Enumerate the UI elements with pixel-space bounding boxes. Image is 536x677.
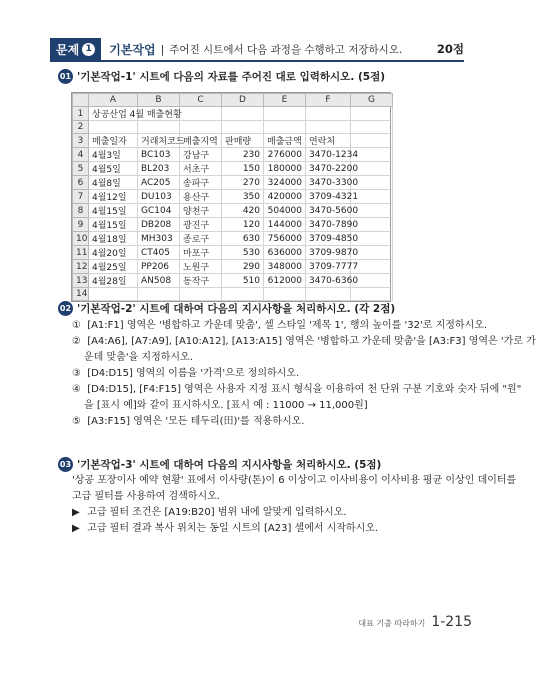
sheet-cell: 노원구 [180,260,222,274]
sheet-cell [351,288,393,301]
spreadsheet-table [72,93,393,301]
sheet-cell [89,121,138,134]
instruction-marker: ② [72,336,81,347]
instruction-text: '상공 포장이사 예약 현황' 표에서 이사량(톤)이 6 이상이고 이사비용이 이사비용 평균 이상인 데이터를 [72,475,517,486]
sheet-cell: 150 [222,162,264,176]
sheet-cell [180,107,222,121]
instruction-text: 고급 필터를 사용하여 검색하시오. [72,491,220,502]
question-2-title: '기본작업-2' 시트에 대하여 다음의 지시사항을 처리하시오. (각 2점) [77,303,396,315]
sheet-cell [306,107,351,121]
row-number: 13 [73,274,89,288]
sheet-row [73,274,393,288]
sheet-cell [180,288,222,301]
row-number: 11 [73,246,89,260]
sheet-cell: 매출금액 [264,134,306,148]
header-separator: | [160,42,165,56]
sheet-cell: 4월15일 [89,204,138,218]
sheet-cell: 매출일자 [89,134,138,148]
sheet-cell: 4월20일 [89,246,138,260]
sheet-cell: 4월8일 [89,176,138,190]
question-3-number: 03 [58,457,73,472]
sheet-cell: 120 [222,218,264,232]
sheet-cell: 636000 [264,246,306,260]
sheet-row [73,162,393,176]
sheet-cell: 270 [222,176,264,190]
instruction-text: [D4:D15], [F4:F15] 영역은 사용자 지정 표시 형식을 이용하여 천 단위 구분 기호와 숫자 뒤에 "원" [87,384,522,395]
sheet-cell: 612000 [264,274,306,288]
question-3-heading [58,457,381,472]
sheet-cell [222,107,264,121]
instruction-text: [A4:A6], [A7:A9], [A10:A12], [A13:A15] 영역은 '병합하고 가운데 맞춤'을 [A3:F3] 영역은 '가로 가 [87,336,536,347]
row-number: 1 [73,107,89,121]
sheet-cell [351,107,393,121]
sheet-row [73,232,393,246]
sheet-row [73,246,393,260]
instruction-marker: ⑤ [72,416,81,427]
instruction-text: [D4:D15] 영역의 이름을 '가격'으로 정의하시오. [87,368,300,379]
sheet-cell: 양천구 [180,204,222,218]
instruction-line [72,521,472,537]
sheet-cell: 276000 [264,148,306,162]
sheet-cell: AC205 [138,176,180,190]
sheet-cell [222,288,264,301]
sheet-cell: 420000 [264,190,306,204]
row-number: 7 [73,190,89,204]
instruction-text: 고급 필터 조건은 [A19:B20] 범위 내에 알맞게 입력하시오. [87,507,347,518]
instruction-text: 운데 맞춤'을 지정하시오. [84,352,193,363]
sheet-cell: 송파구 [180,176,222,190]
sheet-cell [264,121,306,134]
sheet-cell: PP206 [138,260,180,274]
sheet-cell [138,288,180,301]
sheet-cell: 324000 [264,176,306,190]
page-footer [358,614,472,630]
sheet-cell: 광진구 [180,218,222,232]
column-header: G [351,94,393,107]
sheet-cell: CT405 [138,246,180,260]
sheet-cell: MH303 [138,232,180,246]
sheet-row [73,260,393,274]
row-number: 3 [73,134,89,148]
problem-header [50,38,464,62]
sheet-cell [264,107,306,121]
row-number: 10 [73,232,89,246]
sheet-cell [89,288,138,301]
instruction-marker: ③ [72,368,81,379]
sheet-row [73,204,393,218]
sheet-cell: 종로구 [180,232,222,246]
sheet-cell: 756000 [264,232,306,246]
column-header: B [138,94,180,107]
instruction-line [72,505,472,521]
instruction-marker: ① [72,320,81,331]
sheet-cell: 350 [222,190,264,204]
question-1-title: '기본작업-1' 시트에 다음의 자료를 주어진 대로 입력하시오. (5점) [77,71,386,83]
instruction-line [72,489,472,505]
sheet-cell [351,121,393,134]
row-number: 12 [73,260,89,274]
sheet-cell [264,288,306,301]
instruction-line [72,473,517,489]
sheet-row [73,176,393,190]
sheet-cell: 상공산업 4월 매출현황 [89,107,138,121]
instruction-line [72,398,472,414]
instruction-line [72,366,472,382]
sheet-cell: 용산구 [180,190,222,204]
instruction-text: 고급 필터 결과 복사 위치는 동일 시트의 [A23] 셀에서 시작하시오. [87,523,379,534]
sheet-cell: 서초구 [180,162,222,176]
sheet-cell: 3470-5600 [306,204,351,218]
sheet-cell: 4월25일 [89,260,138,274]
column-header: C [180,94,222,107]
sheet-cell: 매출지역 [180,134,222,148]
row-number: 14 [73,288,89,301]
footer-label: 대표 기출 따라하기 [358,619,426,628]
sheet-cell [138,121,180,134]
column-header-row [73,94,393,107]
instruction-text: 을 [표시 예]와 같이 표시하시오. [표시 예 : 11000 → 11,000원] [84,400,368,411]
sheet-cell: 4월12일 [89,190,138,204]
question-2-heading [58,301,395,316]
sheet-cell: 3709-7777 [306,260,351,274]
sheet-cell: BL203 [138,162,180,176]
problem-description: 주어진 시트에서 다음 과정을 수행하고 저장하시오. [169,43,403,56]
sheet-row [73,107,393,121]
sheet-cell [306,121,351,134]
sheet-row [73,218,393,232]
instruction-line [72,350,472,366]
sheet-cell: 강남구 [180,148,222,162]
sheet-cell: 연락처 [306,134,351,148]
sheet-row [73,134,393,148]
sheet-cell: 630 [222,232,264,246]
question-3-title: '기본작업-3' 시트에 대하여 다음의 지시사항을 처리하시오. (5점) [77,459,382,471]
sheet-cell: 4월28일 [89,274,138,288]
sheet-cell: 3470-6360 [306,274,351,288]
sheet-row [73,148,393,162]
instruction-text: [A1:F1] 영역은 '병합하고 가운데 맞춤', 셀 스타일 '제목 1', 행의 높이를 '32'로 지정하시오. [87,320,488,331]
sheet-cell: 504000 [264,204,306,218]
sheet-cell: 4월3일 [89,148,138,162]
problem-score: 20점 [436,42,464,56]
instruction-text: [A3:F15] 영역은 '모든 테두리(田)'를 적용하시오. [87,416,305,427]
column-header: F [306,94,351,107]
sheet-cell: 동작구 [180,274,222,288]
problem-badge-label: 문제 [56,42,80,57]
sheet-row [73,190,393,204]
sheet-row [73,288,393,301]
column-header: D [222,94,264,107]
sheet-cell [180,121,222,134]
sheet-cell: 4월5일 [89,162,138,176]
sheet-cell: DU103 [138,190,180,204]
sheet-cell: 4월18일 [89,232,138,246]
column-header: A [89,94,138,107]
sheet-cell: 거래처코드 [138,134,180,148]
sheet-cell: 420 [222,204,264,218]
sheet-cell: 530 [222,246,264,260]
sheet-cell: GC104 [138,204,180,218]
instruction-line [72,334,536,350]
sheet-cell: 3470-3300 [306,176,351,190]
instruction-line [72,318,488,334]
question-2-number: 02 [58,301,73,316]
instruction-marker: ▶ [72,523,80,534]
row-number: 5 [73,162,89,176]
problem-title: 기본작업 [109,42,156,57]
sheet-cell: 180000 [264,162,306,176]
sheet-cell: 290 [222,260,264,274]
question-1-number: 01 [58,69,73,84]
instruction-marker: ▶ [72,507,80,518]
sheet-cell: 3709-9870 [306,246,351,260]
sheet-cell [351,134,393,148]
question-2-instructions [72,318,536,430]
sheet-cell: 4월15일 [89,218,138,232]
sheet-cell: AN508 [138,274,180,288]
problem-number: 1 [82,43,95,56]
instruction-marker: ④ [72,384,81,395]
sheet-cell: 3470-7890 [306,218,351,232]
sheet-cell: 3470-1234 [306,148,351,162]
spreadsheet-figure [71,92,391,302]
row-number: 4 [73,148,89,162]
sheet-cell: 348000 [264,260,306,274]
sheet-cell: 230 [222,148,264,162]
row-number: 9 [73,218,89,232]
corner-cell [73,94,89,107]
row-number: 2 [73,121,89,134]
sheet-cell: DB208 [138,218,180,232]
sheet-cell: 판매량 [222,134,264,148]
sheet-cell: 3709-4850 [306,232,351,246]
instruction-line [72,382,522,398]
sheet-cell: 3709-4321 [306,190,351,204]
sheet-cell: 3470-2200 [306,162,351,176]
sheet-cell: 마포구 [180,246,222,260]
sheet-cell [306,288,351,301]
page-number: 1-215 [431,614,472,630]
row-number: 6 [73,176,89,190]
problem-badge [50,38,101,60]
row-number: 8 [73,204,89,218]
question-1-heading [58,69,385,84]
sheet-cell: 510 [222,274,264,288]
question-3-instructions [72,473,517,537]
sheet-cell [222,121,264,134]
instruction-line [72,414,472,430]
sheet-cell: 144000 [264,218,306,232]
sheet-row [73,121,393,134]
sheet-cell: BC103 [138,148,180,162]
column-header: E [264,94,306,107]
